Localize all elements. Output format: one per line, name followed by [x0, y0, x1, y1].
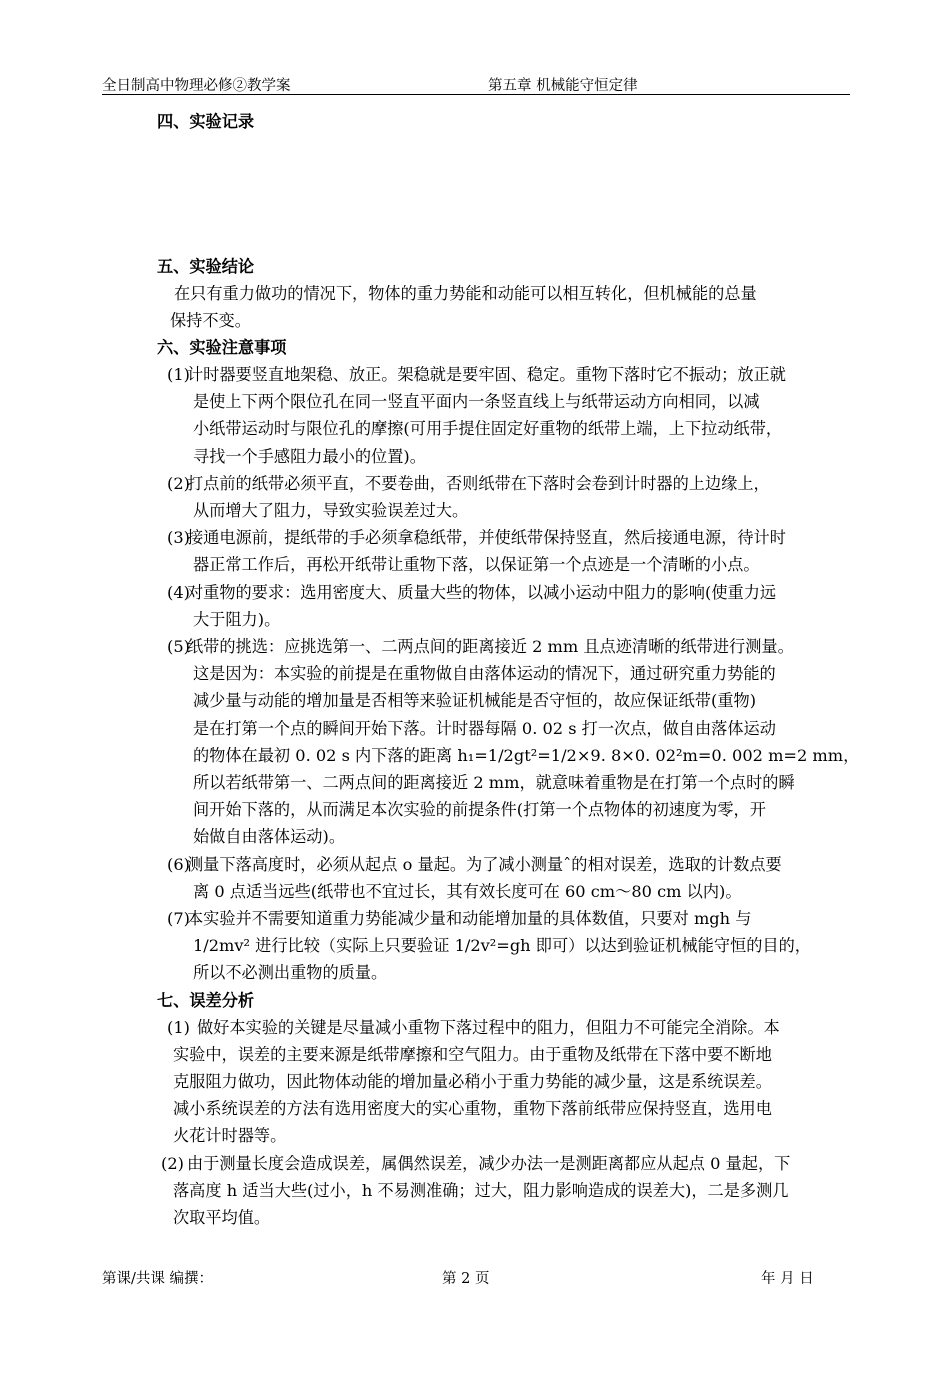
text-line: 对重物的要求：选用密度大、质量大些的物体，以减小运动中阻力的影响(使重力远: [187, 582, 777, 602]
list-item: [157, 1014, 857, 1150]
list-item: [157, 1150, 857, 1232]
list-item: [157, 905, 857, 987]
text-line: 所以不必测出重物的质量。: [193, 963, 388, 983]
text-line: 所以若纸带第一、二两点间的距离接近 2 mm，就意味着重物是在打第一个点时的瞬: [193, 773, 795, 793]
text-line: 始做自由落体运动)。: [193, 827, 346, 847]
footer-date: 年 月 日: [761, 1271, 814, 1287]
text-line: 纸带的挑选：应挑选第一、二两点间的距离接近 2 mm 且点迹清晰的纸带进行测量。: [187, 637, 794, 657]
text-line: 在只有重力做功的情况下，物体的重力势能和动能可以相互转化，但机械能的总量: [174, 284, 757, 303]
item-number: (2): [161, 1153, 184, 1173]
header-chapter-title: 第五章 机械能守恒定律: [488, 78, 638, 94]
item-number: (5): [167, 637, 190, 657]
text-line: 由于测量长度会造成误差，属偶然误差，减少办法一是测距离都应从起点 0 量起，下: [187, 1153, 791, 1173]
text-line: 接通电源前，提纸带的手必须拿稳纸带，并使纸带保持竖直，然后接通电源，待计时: [187, 528, 786, 548]
text-line: 保持不变。: [170, 311, 251, 330]
text-line: 间开始下落的，从而满足本次实验的前提条件(打第一个点物体的初速度为零，开: [193, 800, 766, 820]
text-line: 是使上下两个限位孔在同一竖直平面内一条竖直线上与纸带运动方向相同，以减: [193, 392, 760, 412]
list-item: [157, 851, 857, 905]
header-book-title: 全日制高中物理必修②教学案: [102, 78, 291, 94]
text-line: 次取平均值。: [173, 1208, 271, 1228]
list-item: [157, 524, 857, 578]
text-line: 这是因为：本实验的前提是在重物做自由落体运动的情况下，通过研究重力势能的: [193, 664, 776, 684]
item-number: (4): [167, 582, 190, 602]
text-line: 寻找一个手感阻力最小的位置)。: [193, 446, 426, 466]
item-number: (1): [167, 365, 190, 384]
blank-record-area: [157, 135, 857, 253]
text-line: 计时器要竖直地架稳、放正。架稳就是要牢固、稳定。重物下落时它不振动；放正就: [187, 365, 786, 384]
page-header: [102, 74, 850, 95]
footer-page-number: 第 2 页: [442, 1271, 490, 1287]
item-number: (7): [167, 909, 190, 929]
text-line: 从而增大了阻力，导致实验误差过大。: [193, 501, 469, 521]
item-number: (2): [167, 473, 190, 493]
text-line: 火花计时器等。: [173, 1126, 287, 1146]
item-number: (3): [167, 528, 190, 548]
section-4-title: 四、实验记录: [157, 112, 255, 131]
text-line: 1/2mv² 进行比较（实际上只要验证 1/2v²=gh 即可）以达到验证机械能守恒的目的，: [193, 936, 811, 956]
text-line: 减少量与动能的增加量是否相等来验证机械能是否守恒的，故应保证纸带(重物): [193, 691, 757, 711]
section-6-list: [157, 361, 860, 987]
text-line: 小纸带运动时与限位孔的摩擦(可用手提住固定好重物的纸带上端，上下拉动纸带，: [193, 419, 783, 439]
page-content: [157, 108, 860, 1231]
text-line: 落高度 h 适当大些(过小，h 不易测准确；过大，阻力影响造成的误差大)，二是多测几: [173, 1180, 789, 1200]
item-number: (1): [167, 1017, 190, 1037]
text-line: 大于阻力)。: [193, 609, 281, 629]
text-line: 器正常工作后，再松开纸带让重物下落，以保证第一个点迹是一个清晰的小点。: [193, 555, 760, 575]
text-line: 本实验并不需要知道重力势能减少量和动能增加量的具体数值，只要对 mgh 与: [187, 909, 752, 929]
text-line: 打点前的纸带必须平直，不要卷曲，否则纸带在下落时会卷到计时器的上边缘上，: [187, 473, 770, 493]
text-line: 测量下落高度时，必须从起点 o 量起。为了减小测量ˆ的相对误差，选取的计数点要: [187, 854, 782, 874]
text-line: 实验中，误差的主要来源是纸带摩擦和空气阻力。由于重物及纸带在下落中要不断地: [173, 1044, 772, 1064]
text-line: 的物体在最初 0. 02 s 内下落的距离 h₁=1/2gt²=1/2×9. 8×0. 02²m=0. 002 m=2 mm，: [193, 745, 860, 765]
text-line: 克服阻力做功，因此物体动能的增加量必稍小于重力势能的减少量，这是系统误差。: [173, 1072, 772, 1092]
text-line: 做好本实验的关键是尽量减小重物下落过程中的阻力，但阻力不可能完全消除。本: [197, 1017, 780, 1037]
section-7-list: [157, 1014, 857, 1232]
list-item: [157, 579, 857, 633]
list-item: [157, 633, 860, 851]
section-5-title: 五、实验结论: [157, 257, 255, 276]
section-6-title: 六、实验注意事项: [157, 338, 287, 357]
footer-lesson-info: 第课/共课 编撰：: [102, 1271, 213, 1287]
text-line: 减小系统误差的方法有选用密度大的实心重物，重物下落前纸带应保持竖直，选用电: [173, 1099, 772, 1119]
list-item: [157, 361, 857, 470]
section-7-title: 七、误差分析: [157, 990, 255, 1010]
item-number: (6): [167, 854, 190, 874]
list-item: [157, 470, 857, 524]
text-line: 是在打第一个点的瞬间开始下落。计时器每隔 0. 02 s 打一次点，做自由落体运动: [193, 718, 776, 738]
section-5-body: [157, 280, 857, 334]
text-line: 离 0 点适当远些(纸带也不宜过长，其有效长度可在 60 cm～80 cm 以内)。: [193, 881, 742, 901]
